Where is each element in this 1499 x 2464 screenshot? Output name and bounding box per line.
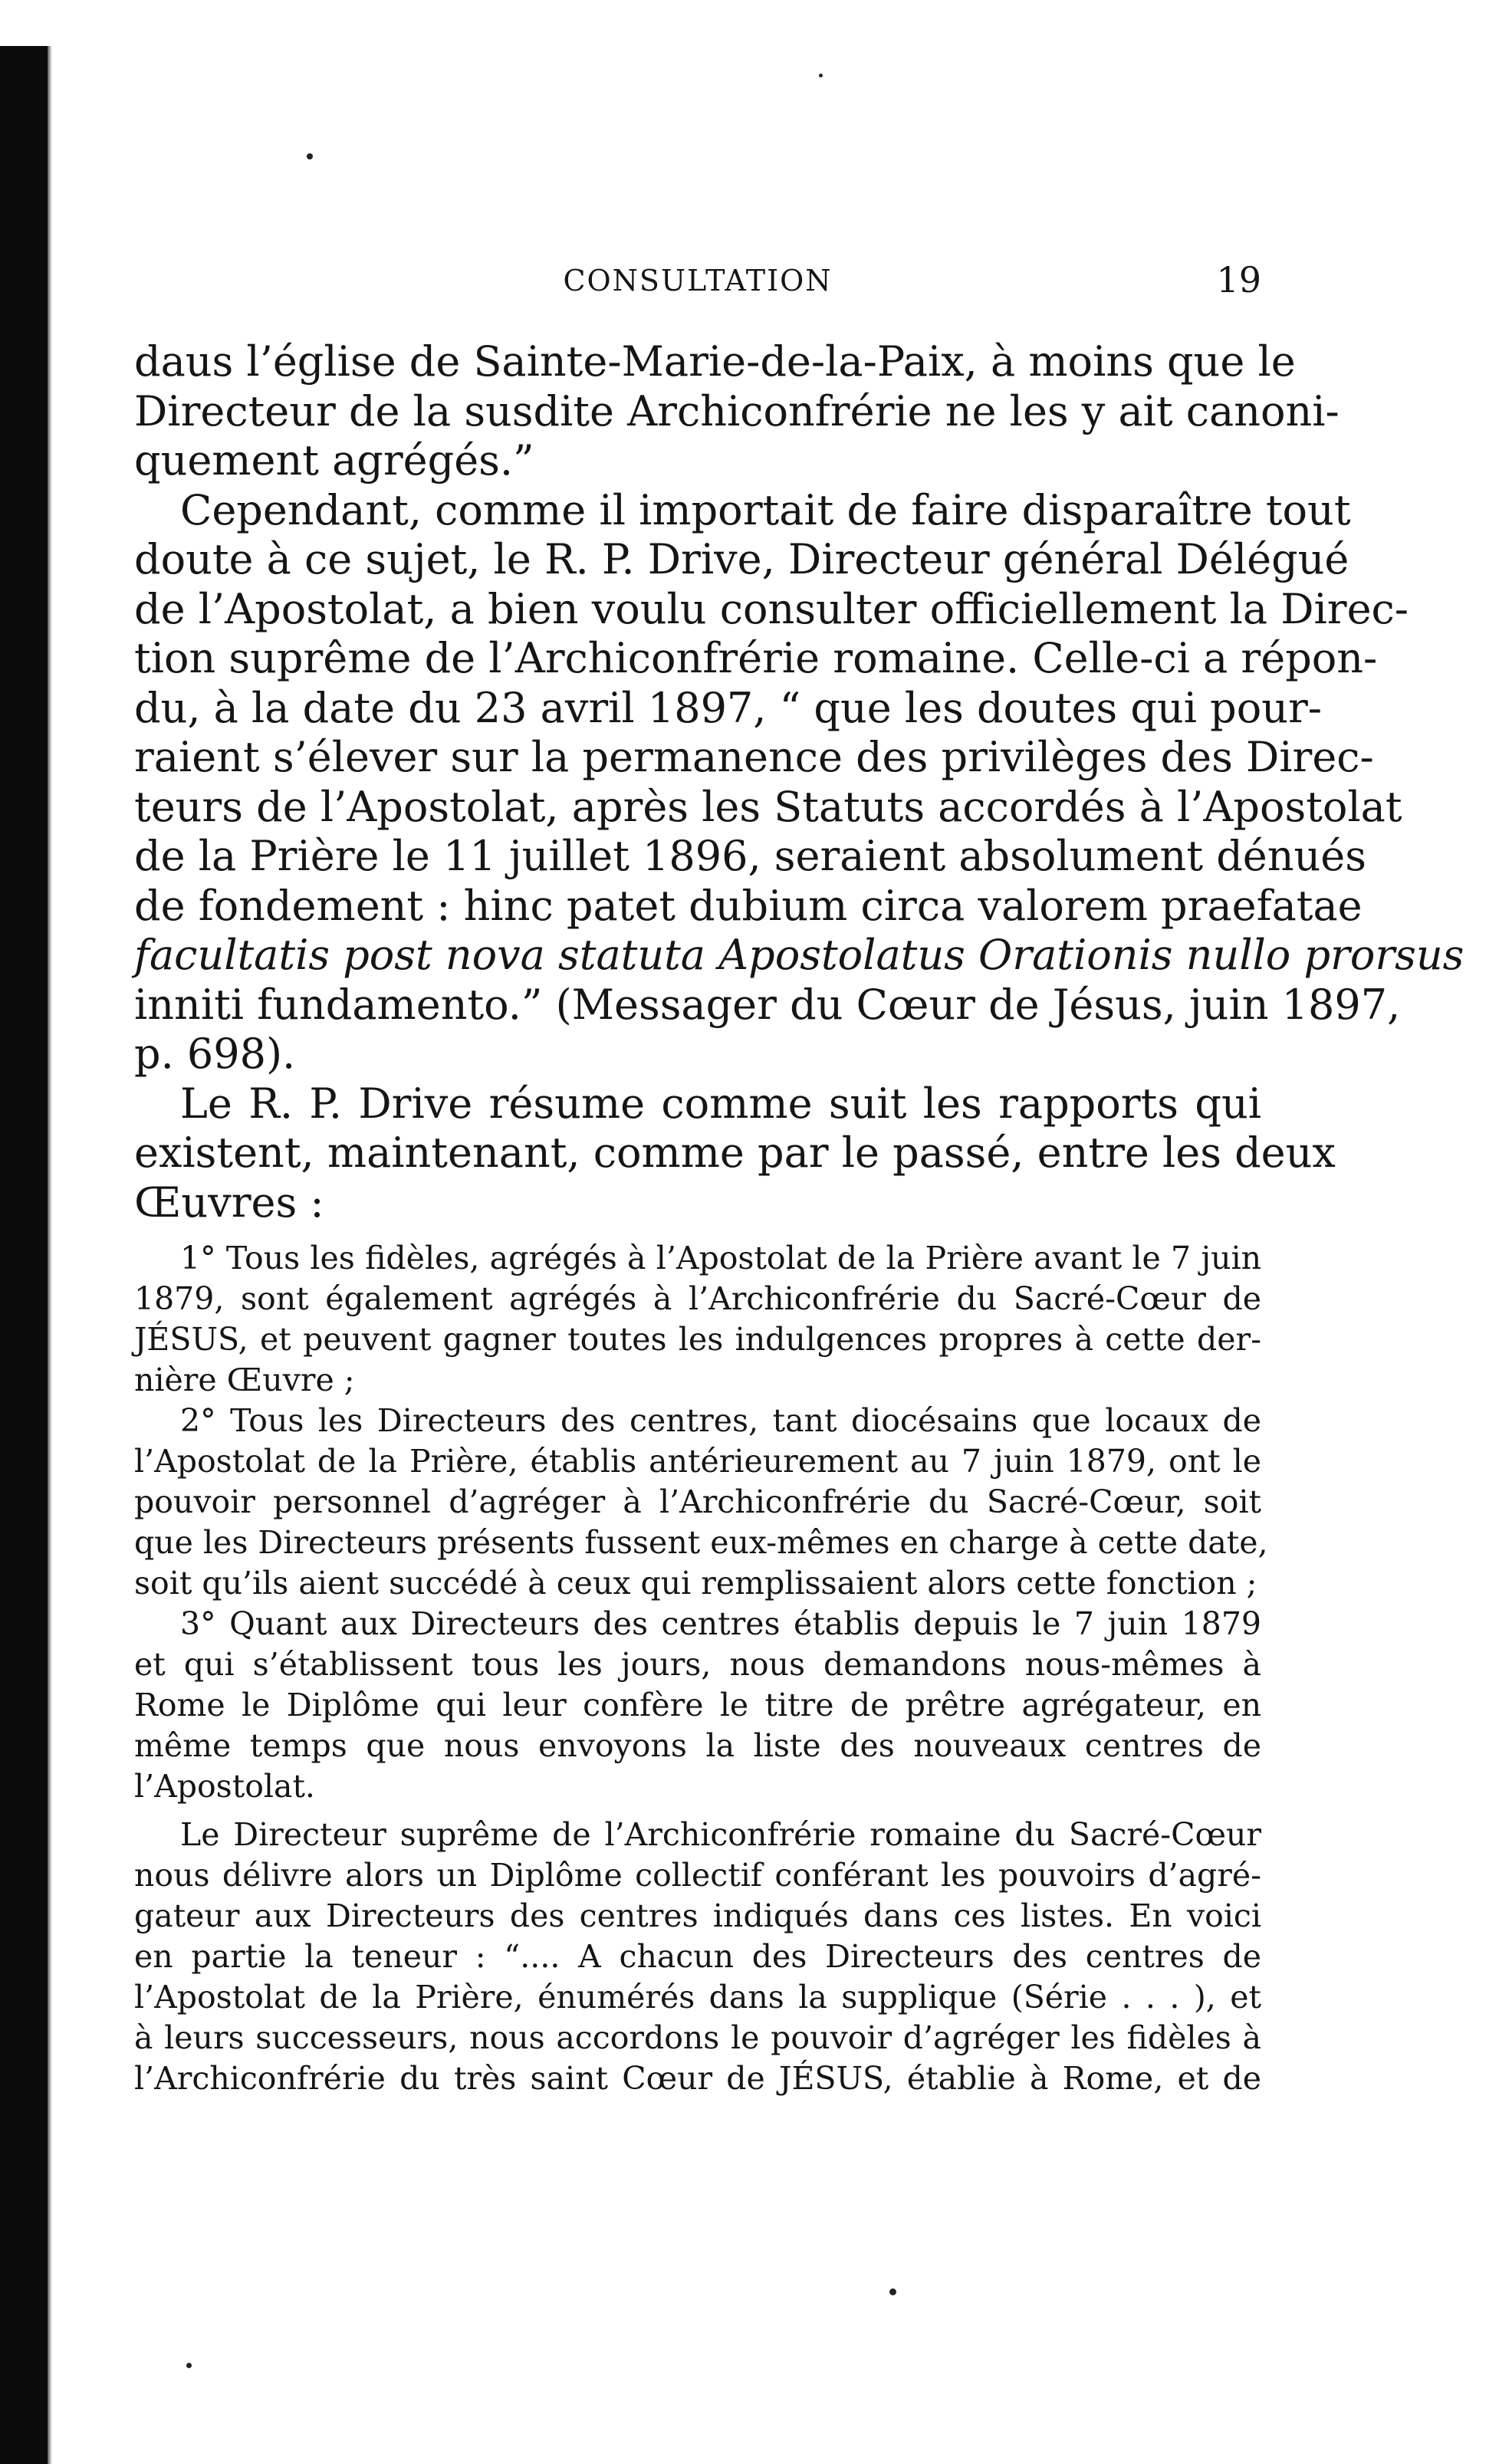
text-line: l’Apostolat de la Prière, énumérés dans la supplique (Série . . . ), et xyxy=(134,1979,1261,2016)
text-line: 1879, sont également agrégés à l’Archiconfrérie du Sacré-Cœur de xyxy=(134,1280,1261,1317)
text-line: Le Directeur suprême de l’Archiconfrérie romaine du Sacré-Cœur xyxy=(180,1816,1261,1853)
text-line: de la Prière le 11 juillet 1896, seraient absolument dénués xyxy=(134,832,1366,880)
running-title: CONSULTATION xyxy=(563,264,833,297)
page-header xyxy=(134,259,1261,305)
text-line: 1° Tous les fidèles, agrégés à l’Apostolat de la Prière avant le 7 juin xyxy=(180,1240,1261,1276)
text-line: quement agrégés.” xyxy=(134,436,534,485)
text-line: que les Directeurs présents fussent eux-mêmes en charge à cette date, xyxy=(134,1524,1268,1561)
print-speck xyxy=(307,153,313,159)
text-line: p. 698). xyxy=(134,1030,296,1078)
paragraph xyxy=(134,337,1340,486)
book-binding-shadow xyxy=(0,46,48,2464)
text-line: de fondement : hinc patet dubium circa valorem praefatae xyxy=(134,881,1363,930)
paragraph xyxy=(134,1079,1336,1228)
numbered-list xyxy=(134,1238,1268,2099)
text-line: Rome le Diplôme qui leur confère le titre de prêtre agrégateur, en xyxy=(134,1687,1261,1723)
text-line: l’Apostolat. xyxy=(134,1768,315,1805)
text-line: l’Archiconfrérie du très saint Cœur de JÉSUS, établie à Rome, et de xyxy=(134,2060,1261,2097)
page-body xyxy=(134,337,1464,2099)
text-line: Œuvres : xyxy=(134,1178,324,1227)
text-line: Directeur de la susdite Archiconfrérie ne les y ait canoni- xyxy=(134,386,1340,435)
text-line: pouvoir personnel d’agréger à l’Archiconfrérie du Sacré-Cœur, soit xyxy=(134,1483,1261,1520)
text-line: en partie la teneur : “.... A chacun des Directeurs des centres de xyxy=(134,1938,1261,1975)
text-line: Cependant, comme il importait de faire disparaître tout xyxy=(180,485,1351,534)
text-line: facultatis post nova statuta Apostolatus Orationis nullo prorsus xyxy=(134,931,1464,979)
text-line: nous délivre alors un Diplôme collectif conférant les pouvoirs d’agré- xyxy=(134,1857,1261,1894)
text-line: soit qu’ils aient succédé à ceux qui remplissaient alors cette fonction ; xyxy=(134,1565,1257,1602)
text-line: raient s’élever sur la permanence des privilèges des Direc- xyxy=(134,733,1374,781)
text-line: nière Œuvre ; xyxy=(134,1362,355,1398)
text-line: inniti fundamento.” (Messager du Cœur de Jésus, juin 1897, xyxy=(134,980,1401,1029)
text-line: même temps que nous envoyons la liste des nouveaux centres de xyxy=(134,1727,1261,1764)
print-speck xyxy=(819,74,823,77)
text-line: gateur aux Directeurs des centres indiqués dans ces listes. En voici xyxy=(134,1897,1261,1934)
list-item xyxy=(134,1401,1268,1604)
text-line: à leurs successeurs, nous accordons le pouvoir d’agréger les fidèles à xyxy=(134,2019,1261,2056)
text-line: 2° Tous les Directeurs des centres, tant diocésains que locaux de xyxy=(180,1402,1261,1439)
text-line: daus l’église de Sainte-Marie-de-la-Paix, à moins que le xyxy=(134,337,1296,386)
text-line: existent, maintenant, comme par le passé, entre les deux xyxy=(134,1129,1336,1177)
text-line: du, à la date du 23 avril 1897, “ que les doutes qui pour- xyxy=(134,683,1323,732)
print-speck xyxy=(186,2363,192,2368)
text-line: doute à ce sujet, le R. P. Drive, Directeur général Délégué xyxy=(134,535,1349,583)
text-line: teurs de l’Apostolat, après les Statuts accordés à l’Apostolat xyxy=(134,782,1402,831)
list-item xyxy=(134,1604,1261,1807)
print-speck xyxy=(889,2288,896,2295)
text-line: JÉSUS, et peuvent gagner toutes les indulgences propres à cette der- xyxy=(134,1321,1261,1358)
text-line: et qui s’établissent tous les jours, nous demandons nous-mêmes à xyxy=(134,1646,1261,1683)
list-item xyxy=(134,1238,1261,1401)
text-line: 3° Quant aux Directeurs des centres établis depuis le 7 juin 1879 xyxy=(180,1605,1261,1642)
list-item xyxy=(134,1815,1261,2099)
paragraph xyxy=(134,485,1464,1079)
text-line: de l’Apostolat, a bien voulu consulter officiellement la Direc- xyxy=(134,584,1409,633)
binding-edge xyxy=(48,46,52,2464)
text-line: tion suprême de l’Archiconfrérie romaine. Celle-ci a répon- xyxy=(134,634,1378,682)
text-line: l’Apostolat de la Prière, établis antérieurement au 7 juin 1879, ont le xyxy=(134,1443,1261,1480)
page-number: 19 xyxy=(1216,259,1261,301)
text-line: Le R. P. Drive résume comme suit les rapports qui xyxy=(180,1079,1261,1128)
